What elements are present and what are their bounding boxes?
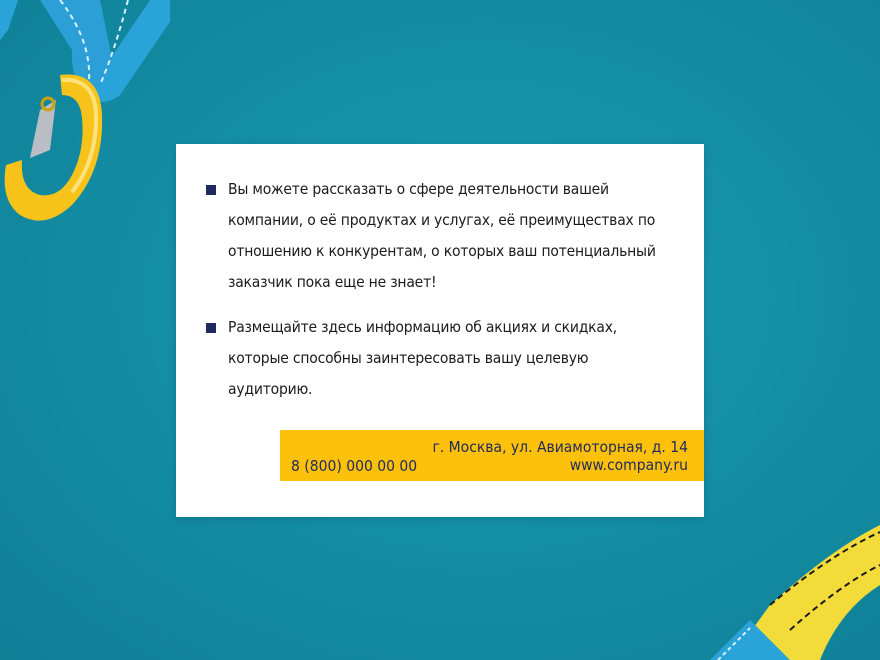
bullet-item-company	[206, 174, 666, 298]
bullet-line: которые способны заинтересовать вашу целевую аудиторию.	[228, 349, 589, 398]
square-bullet-icon	[206, 185, 216, 195]
bullet-line: Размещайте здесь информацию об акциях и скидках,	[228, 318, 618, 336]
address: г. Москва, ул. Авиамоторная, д. 14	[432, 438, 688, 456]
info-card	[176, 144, 704, 517]
square-bullet-icon	[206, 323, 216, 333]
bullet-line: Вы можете рассказать о сфере деятельности вашей	[228, 180, 609, 198]
bullet-line: компании, о её продуктах и услугах, её преимуществах по	[228, 211, 656, 229]
bullet-list	[206, 174, 666, 419]
website-link[interactable]: www.company.ru	[569, 456, 688, 474]
bullet-item-promotions	[206, 312, 666, 405]
bullet-line: заказчик пока еще не знает!	[228, 273, 437, 291]
bullet-line: отношению к конкурентам, о которых ваш потенциальный	[228, 242, 656, 260]
contact-details	[432, 438, 688, 474]
lifting-strap-image	[710, 510, 880, 660]
phone-number: 8 (800) 000 00 00	[291, 457, 418, 475]
lifting-hook-image	[0, 0, 170, 245]
contact-band	[280, 430, 704, 481]
